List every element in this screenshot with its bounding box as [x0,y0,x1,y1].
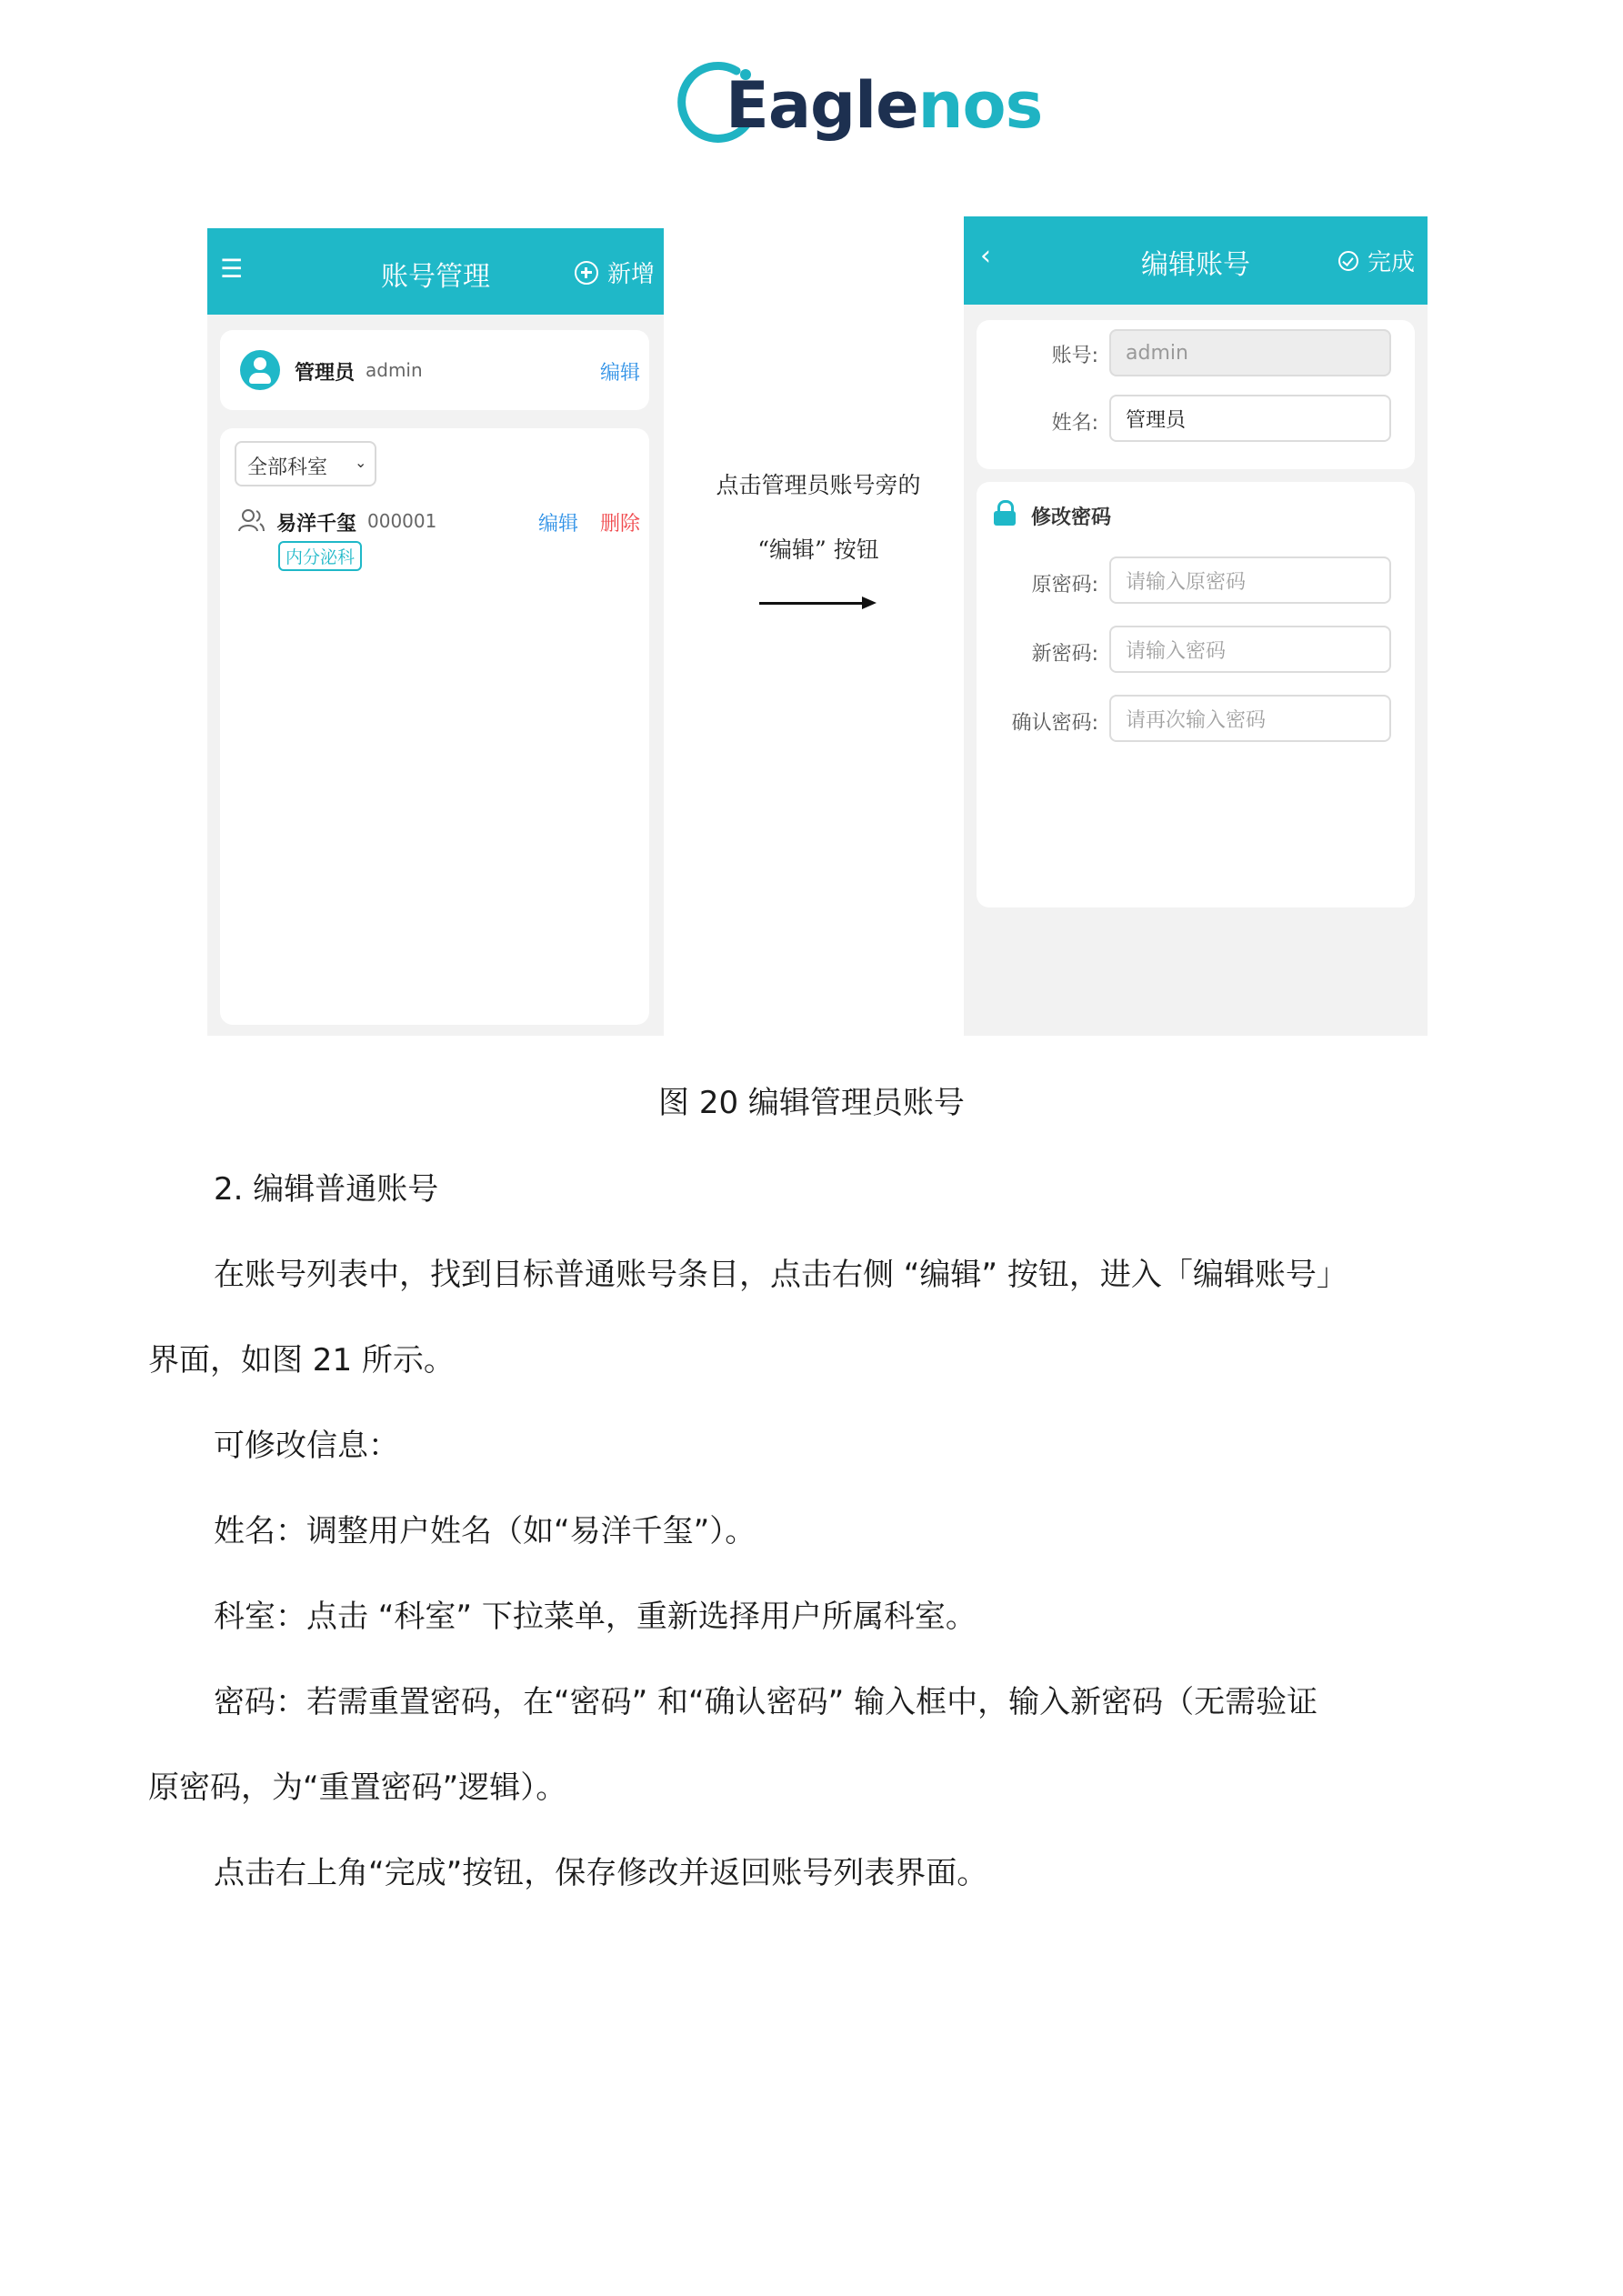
old-password-placeholder: 请输入原密码 [1126,570,1247,594]
page-title: 编辑账号 [1141,249,1250,281]
name-field[interactable] [1109,395,1391,442]
annotation-line1: 点击管理员账号旁的 [716,472,921,498]
user-edit-link[interactable]: 编辑 [538,513,579,536]
account-info-card [977,320,1415,469]
confirm-password-input[interactable] [1109,695,1391,742]
new-password-label: 新密码: [1031,643,1098,666]
name-label: 姓名: [1051,412,1098,435]
done-button[interactable] [1338,244,1415,277]
edit-account-screen [964,216,1428,1036]
admin-username: admin [366,359,423,381]
department-select[interactable] [235,441,376,486]
user-id: 000001 [367,510,437,532]
add-label: 新增 [606,261,655,288]
page-title: 账号管理 [381,261,490,293]
confirm-password-label: 确认密码: [1011,712,1098,735]
add-account-button[interactable] [575,256,655,289]
menu-icon[interactable]: ☰ [220,254,244,284]
admin-edit-link[interactable]: 编辑 [600,362,641,385]
logo-text [726,69,1042,142]
admin-card [220,330,649,410]
users-icon [238,508,265,532]
paragraph-1-line-2: 界面，如图 21 所示。 [148,1342,455,1379]
annotation-line2: “编辑” 按钮 [757,536,879,563]
account-management-topbar [207,228,664,315]
admin-name: 管理员 [295,362,356,385]
add-circle-icon [575,261,598,285]
edit-account-topbar [964,216,1428,305]
chevron-down-icon: ⌄ [355,454,367,471]
paragraph-1-line-1: 在账号列表中，找到目标普通账号条目，点击右侧 “编辑” 按钮，进入「编辑账号」 [214,1257,1347,1293]
done-label: 完成 [1367,249,1415,276]
password-card [977,482,1415,907]
eaglenos-logo [673,56,1043,156]
user-delete-link[interactable]: 删除 [600,513,641,536]
arrow-line [759,602,867,605]
arrow-right-icon [862,597,877,609]
paragraph-6: 点击右上角“完成”按钮，保存修改并返回账号列表界面。 [214,1855,988,1891]
figure-caption: 图 20 编辑管理员账号 [658,1085,965,1121]
section-heading: 2. 编辑普通账号 [214,1171,439,1208]
account-management-screen [207,228,664,1036]
new-password-input[interactable] [1109,626,1391,673]
old-password-input[interactable] [1109,556,1391,604]
account-field [1109,329,1391,376]
department-select-value: 全部科室 [247,456,328,479]
avatar-icon [240,350,280,390]
paragraph-5-line-1: 密码：若需重置密码，在“密码” 和“确认密码” 输入框中，输入新密码（无需验证 [214,1684,1318,1720]
logo-text-tail: nos [917,68,1043,143]
paragraph-5-line-2: 原密码，为“重置密码”逻辑）。 [148,1770,567,1806]
confirm-password-placeholder: 请再次输入密码 [1126,708,1267,732]
new-password-placeholder: 请输入密码 [1126,639,1227,663]
department-tag: 内分泌科 [278,541,362,571]
paragraph-4: 科室：点击 “科室” 下拉菜单，重新选择用户所属科室。 [214,1599,977,1635]
paragraph-2: 可修改信息： [214,1428,399,1464]
user-name: 易洋千玺 [276,513,357,536]
lock-icon [993,500,1017,526]
account-value: admin [1126,341,1188,365]
name-value: 管理员 [1126,408,1187,432]
user-list-card [220,428,649,1025]
check-circle-icon [1338,251,1358,271]
paragraph-3: 姓名：调整用户姓名（如“易洋千玺”）。 [214,1513,756,1549]
account-label: 账号: [1051,345,1098,367]
logo-text-main: Eagle [726,68,918,143]
back-chevron-icon[interactable]: ‹ [980,240,991,272]
old-password-label: 原密码: [1031,574,1098,597]
password-section-title: 修改密码 [1031,506,1112,529]
